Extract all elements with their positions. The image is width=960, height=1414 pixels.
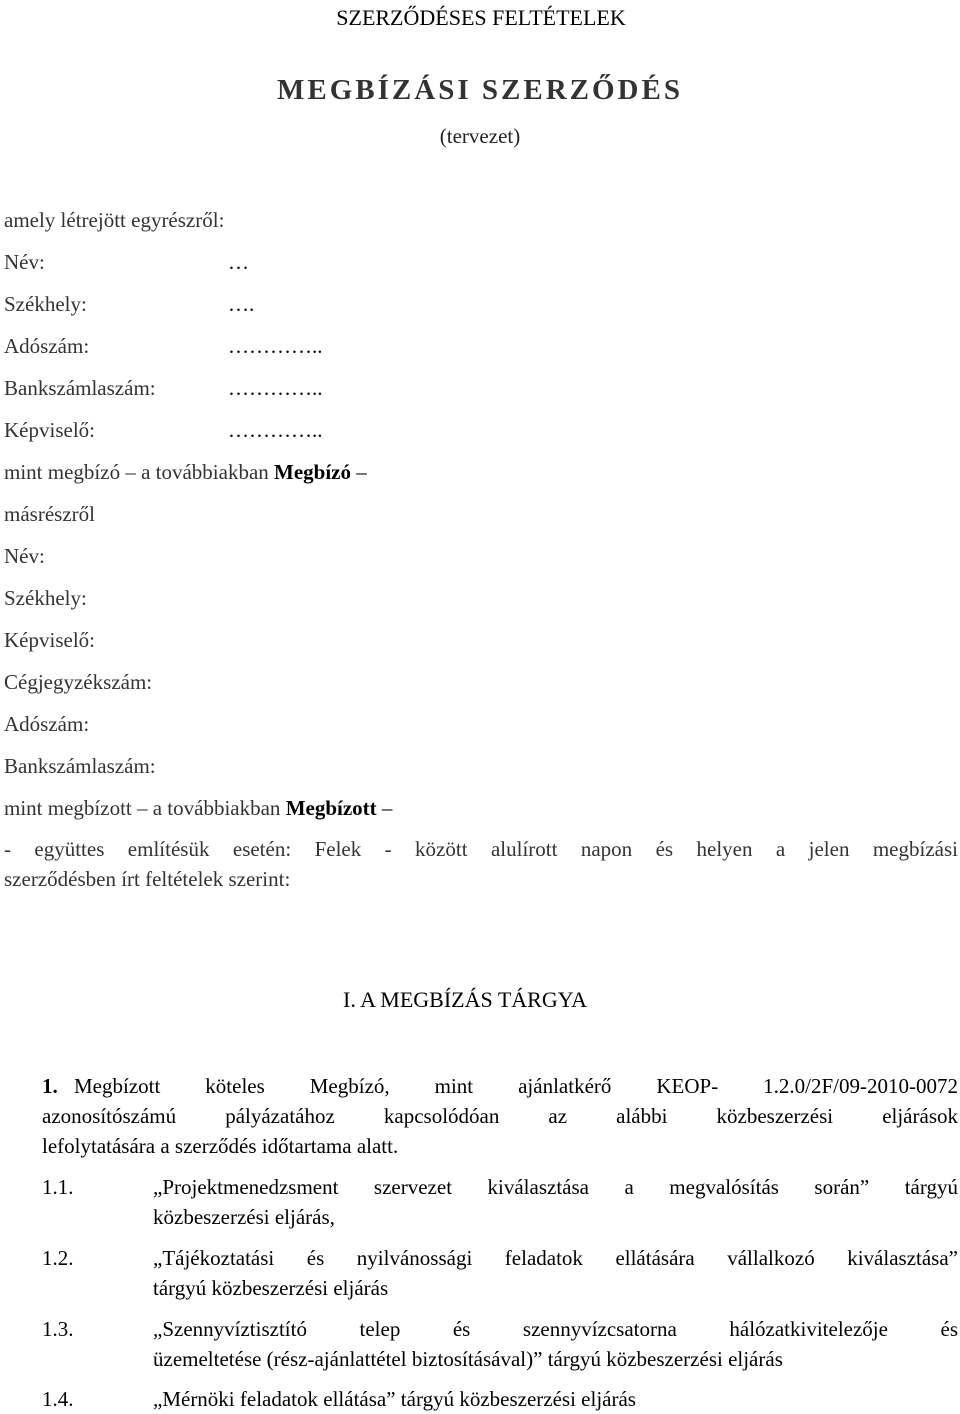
paragraph-line-2: azonosítószámú pályázatához kapcsolódóan az alábbi közbeszerzési eljárások bbox=[42, 1104, 958, 1128]
party1-role-suffix: – bbox=[351, 460, 367, 484]
section-title: I. A MEGBÍZÁS TÁRGYA bbox=[343, 987, 588, 1012]
contract-title: MEGBÍZÁSI SZERZŐDÉS bbox=[277, 74, 683, 106]
separator-text: másrészről bbox=[4, 502, 95, 526]
item-4-line-1: „Mérnöki feladatok ellátása” tárgyú közbeszerzési eljárás bbox=[153, 1387, 636, 1411]
preamble-line-2: szerződésben írt feltételek szerint: bbox=[4, 867, 291, 891]
item-2-line-2: tárgyú közbeszerzési eljárás bbox=[153, 1276, 389, 1300]
party1-bank-label: Bankszámlaszám: bbox=[4, 376, 156, 400]
paragraph-number: 1. bbox=[42, 1074, 58, 1098]
party2-role-name: Megbízott bbox=[285, 796, 377, 820]
item-3-number: 1.3. bbox=[42, 1317, 74, 1341]
item-1-line-2: közbeszerzési eljárás, bbox=[153, 1205, 335, 1229]
party1-role bbox=[4, 458, 367, 486]
party2-tax-label: Adószám: bbox=[4, 712, 90, 736]
intro-text: amely létrejött egyrészről: bbox=[4, 208, 225, 232]
party1-tax-label: Adószám: bbox=[4, 334, 90, 358]
party1-seat-value: …. bbox=[228, 292, 255, 316]
party1-name-value: … bbox=[228, 250, 249, 274]
item-1-number: 1.1. bbox=[42, 1175, 74, 1199]
party2-name-label: Név: bbox=[4, 544, 45, 568]
party2-role bbox=[4, 794, 392, 822]
party2-role-prefix: mint megbízott – a továbbiakban bbox=[4, 796, 286, 820]
item-1-line-1: „Projektmenedzsment szervezet kiválasztása a megvalósítás során” tárgyú bbox=[153, 1175, 958, 1199]
party1-tax-value: ………….. bbox=[228, 334, 323, 358]
party1-role-prefix: mint megbízó – a továbbiakban bbox=[4, 460, 275, 484]
item-2-number: 1.2. bbox=[42, 1246, 74, 1270]
party1-seat-label: Székhely: bbox=[4, 292, 87, 316]
party1-name-label: Név: bbox=[4, 250, 45, 274]
party1-rep-label: Képviselő: bbox=[4, 418, 95, 442]
paragraph-line-1: Megbízott köteles Megbízó, mint ajánlatkérő KEOP- 1.2.0/2F/09-2010-0072 bbox=[74, 1074, 958, 1098]
preamble-line-1: - együttes említésük esetén: Felek - között alulírott napon és helyen a jelen megbízási bbox=[4, 837, 958, 861]
party1-role-name: Megbízó bbox=[274, 460, 352, 484]
contract-subtitle: (tervezet) bbox=[439, 124, 521, 148]
party2-rep-label: Képviselő: bbox=[4, 628, 95, 652]
party1-rep-value: ………….. bbox=[228, 418, 323, 442]
item-3-line-1: „Szennyvíztisztító telep és szennyvízcsatorna hálózatkivitelezője és bbox=[153, 1317, 958, 1341]
item-4-number: 1.4. bbox=[42, 1387, 74, 1411]
item-2-line-1: „Tájékoztatási és nyilvánossági feladatok ellátására vállalkozó kiválasztása” bbox=[153, 1246, 958, 1270]
item-3-line-2: üzemeltetése (rész-ajánlattétel biztosításával)” tárgyú közbeszerzési eljárás bbox=[153, 1347, 783, 1371]
party2-seat-label: Székhely: bbox=[4, 586, 87, 610]
document-header: SZERZŐDÉSES FELTÉTELEK bbox=[336, 5, 626, 30]
paragraph-line-3: lefolytatására a szerződés időtartama alatt. bbox=[42, 1134, 399, 1158]
party2-role-suffix: – bbox=[376, 796, 393, 820]
party2-bank-label: Bankszámlaszám: bbox=[4, 754, 156, 778]
party2-regno-label: Cégjegyzékszám: bbox=[4, 670, 153, 694]
party1-bank-value: ………….. bbox=[228, 376, 323, 400]
